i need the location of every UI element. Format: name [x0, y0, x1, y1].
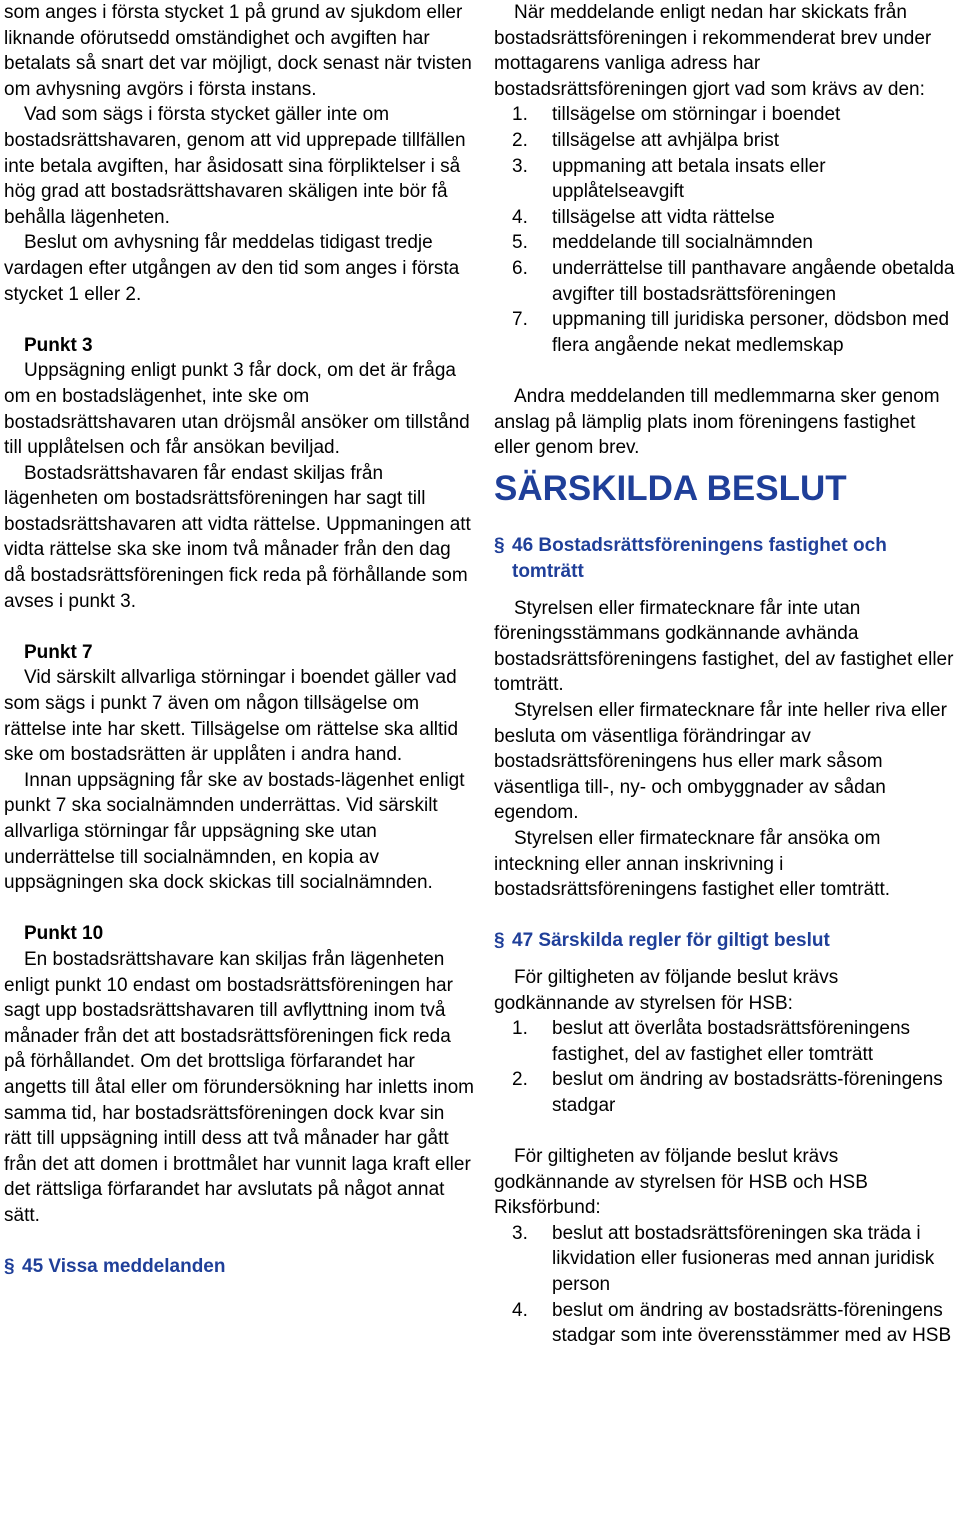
notice-list	[494, 102, 956, 358]
paragraph: Andra meddelanden till medlemmarna sker genom anslag på lämplig plats inom föreningens fastighet eller genom brev.	[494, 385, 940, 459]
paragraph: Bostadsrättshavaren får endast skiljas från lägenheten om bostadsrättsföreningen har sagt till bostadsrättshavaren att vidta rättelse. Uppmaningen att vidta rättelse ska ske inom två månader från den dag då bostadsrättsföreningen fick reda på förhållande som avses i punkt 3.	[4, 462, 471, 612]
paragraph: För giltigheten av följande beslut krävs godkännande av styrelsen för HSB:	[494, 966, 839, 1014]
paragraph: som anges i första stycket 1 på grund av sjukdom eller liknande oförutsedd omständighet och avgiften har betalats så snart det var möjligt, dock senast när tvisten om avhysning avgörs i första instans.	[4, 2, 472, 100]
list-item: 5. meddelande till socialnämnden	[512, 232, 813, 254]
section-sign-icon: §	[494, 534, 505, 556]
left-column	[4, 0, 474, 1281]
paragraph: En bostadsrättshavare kan skiljas från lägenheten enligt punkt 10 endast om bostadsrättsföreningen har sagt upp bostadsrättshavaren till avflyttning inom två månader från det att bostadsrättsföreningen fick reda på förhållandet. Om det brottsliga förfarandet har angetts till åtal eller om förundersökning har inletts inom samma tid, har bostadsrättsföreningen dock kvar sin rätt till uppsägning intill dess att två månader har gått från det att domen i brottmålet har vunnit laga kraft eller det rättsliga förfarandet har avslutats på något annat sätt.	[4, 948, 474, 1226]
paragraph: Innan uppsägning får ske av bostads-lägenhet enligt punkt 7 ska socialnämnden underrättas. Vid särskilt allvarliga störningar får uppsägning ske utan underrättelse till socialnämnden, en kopia av uppsägningen ska dock skickas till socialnämnden.	[4, 769, 465, 894]
riksforbund-approval-list	[494, 1221, 956, 1349]
section-46-title: 46 Bostadsrättsföreningens fastighet och tomträtt	[512, 534, 887, 583]
section-45-title: 45 Vissa meddelanden	[22, 1256, 226, 1278]
paragraph: Beslut om avhysning får meddelas tidigast tredje vardagen efter utgången av den tid som anges i första stycket 1 eller 2.	[4, 232, 460, 305]
paragraph: Vid särskilt allvarliga störningar i boendet gäller vad som sägs i punkt 7 även om någon tillsägelse om rättelse inte har skett. Tillsägelse om rättelse ska alltid ske om bostadsrätten är upplåten i andra hand.	[4, 667, 459, 766]
right-column	[494, 0, 956, 1349]
paragraph: Styrelsen eller firmatecknare får inte utan föreningsstämmans godkännande avhända bostadsrättsföreningens fastighet, del av fastighet eller tomträtt.	[494, 597, 954, 696]
section-47-heading	[494, 928, 956, 955]
list-item: 2. tillsägelse att avhjälpa brist	[512, 129, 780, 151]
section-45-heading	[4, 1254, 474, 1281]
punkt-10-heading: Punkt 10	[24, 923, 104, 945]
list-item: 1. tillsägelse om störningar i boendet	[512, 104, 841, 126]
section-sign-icon: §	[4, 1256, 15, 1278]
punkt-7-heading: Punkt 7	[24, 641, 93, 663]
special-decisions-heading: SÄRSKILDA BESLUT	[494, 468, 847, 508]
list-item: 4. tillsägelse att vidta rättelse	[512, 206, 775, 228]
list-item: 7. uppmaning till juridiska personer, dödsbon med flera angående nekat medlemskap	[512, 309, 950, 356]
section-sign-icon: §	[494, 930, 505, 952]
list-item: 2. beslut om ändring av bostadsrätts-föreningens stadgar	[512, 1069, 943, 1116]
section-47-title: 47 Särskilda regler för giltigt beslut	[512, 930, 830, 952]
paragraph: Styrelsen eller firmatecknare får inte heller riva eller besluta om väsentliga förändringar av bostadsrättsföreningens hus eller mark såsom väsentliga till-, ny- och ombyggnader av sådan egendom.	[494, 700, 947, 824]
list-item: 4. beslut om ändring av bostadsrätts-föreningens stadgar som inte överensstämmer med av HSB	[512, 1299, 952, 1347]
section-46-heading	[494, 533, 956, 586]
list-item: 6. underrättelse till panthavare angående obetalda avgifter till bostadsrättsföreningen	[512, 257, 955, 305]
punkt-3-heading: Punkt 3	[24, 334, 93, 356]
list-item: 3. beslut att bostadsrättsföreningen ska träda i likvidation eller fusioneras med annan juridisk person	[512, 1222, 935, 1296]
paragraph: Uppsägning enligt punkt 3 får dock, om det är fråga om en bostadslägenhet, inte ske om bostadsrättshavaren utan dröjsmål ansöker om tillstånd till upplåtelsen och får ansökan beviljad.	[4, 360, 470, 459]
list-item: 1. beslut att överlåta bostadsrättsföreningens fastighet, del av fastighet eller tomträtt	[512, 1018, 911, 1065]
list-item: 3. uppmaning att betala insats eller upplåtelseavgift	[512, 155, 826, 203]
paragraph: För giltigheten av följande beslut krävs godkännande av styrelsen för HSB och HSB Riksförbund:	[494, 1146, 868, 1219]
paragraph: När meddelande enligt nedan har skickats från bostadsrättsföreningen i rekommenderat brev under mottagarens vanliga adress har bostadsrättsföreningen gjort vad som krävs av den:	[494, 2, 932, 100]
paragraph: Vad som sägs i första stycket gäller inte om bostadsrättshavaren, genom att vid upprepade tillfällen inte betala avgiften, har åsidosatt sina förpliktelser i så hög grad att bostadsrättshavaren skäligen inte bör få behålla lägenheten.	[4, 104, 466, 228]
hsb-approval-list	[494, 1016, 956, 1118]
paragraph: Styrelsen eller firmatecknare får ansöka om inteckning eller annan inskrivning i bostadsrättsföreningens fastighet eller tomträtt.	[494, 828, 891, 901]
